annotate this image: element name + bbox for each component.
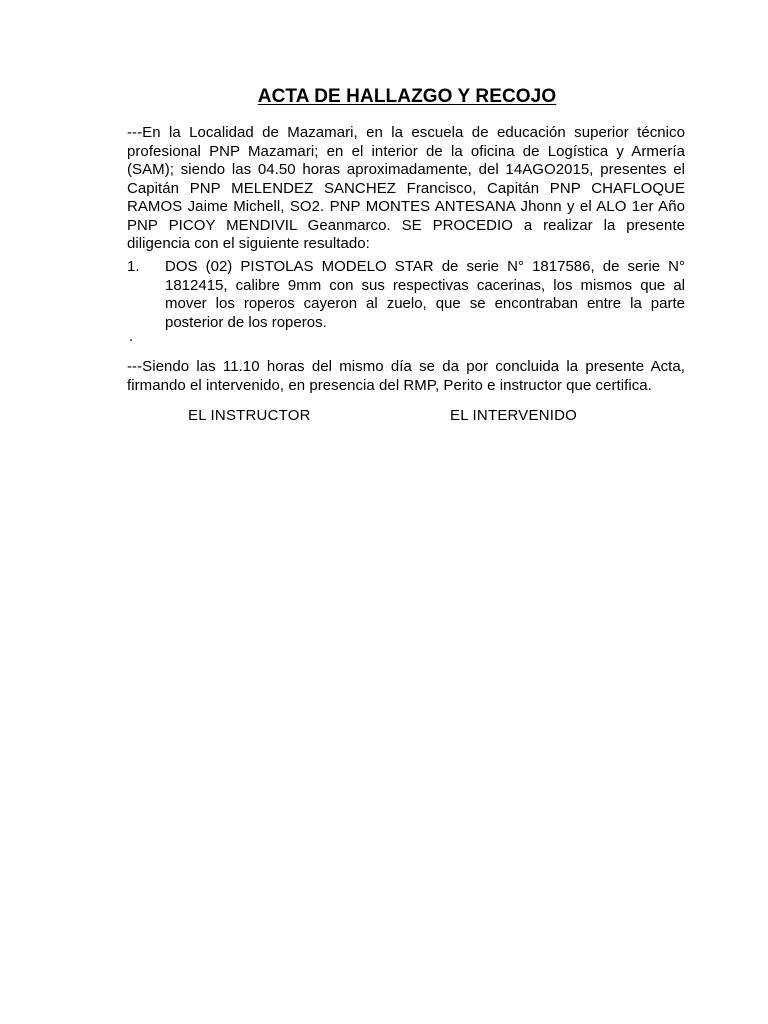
intro-paragraph: ---En la Localidad de Mazamari, en la escuela de educación superior técnico profesional PNP Mazamari; en el interior de la oficina de Logística y Armería (SAM); siendo las 04.50 horas aproximadamente, del 14AGO2015, presentes el Capitán PNP MELENDEZ SANCHEZ Francisco, Capitán PNP CHAFLOQUE RAMOS Jaime Michell, SO2. PNP MONTES ANTESANA Jhonn y el ALO 1er Año PNP PICOY MENDIVIL Geanmarco. SE PROCEDIO a realizar la presente diligencia con el siguiente resultado: (127, 124, 685, 252)
list-item-text: DOS (02) PISTOLAS MODELO STAR de serie N° 1817586, de serie N° 1812415, calibre 9mm con sus respectivas cacerinas, los mismos que al mover los roperos cayeron al zuelo, que se encontraban entre la parte posterior de los roperos. (165, 258, 685, 331)
list-item-number: 1. (127, 258, 140, 275)
closing-paragraph: ---Siendo las 11.10 horas del mismo día se da por concluida la presente Acta, firmando el intervenido, en presencia del RMP, Perito e instructor que certifica. (127, 358, 685, 394)
signature-intervenido: EL INTERVENIDO (450, 407, 577, 424)
separator-dot: . (129, 328, 134, 345)
signature-instructor: EL INSTRUCTOR (188, 407, 311, 424)
document-title: ACTA DE HALLAZGO Y RECOJO (257, 86, 557, 107)
